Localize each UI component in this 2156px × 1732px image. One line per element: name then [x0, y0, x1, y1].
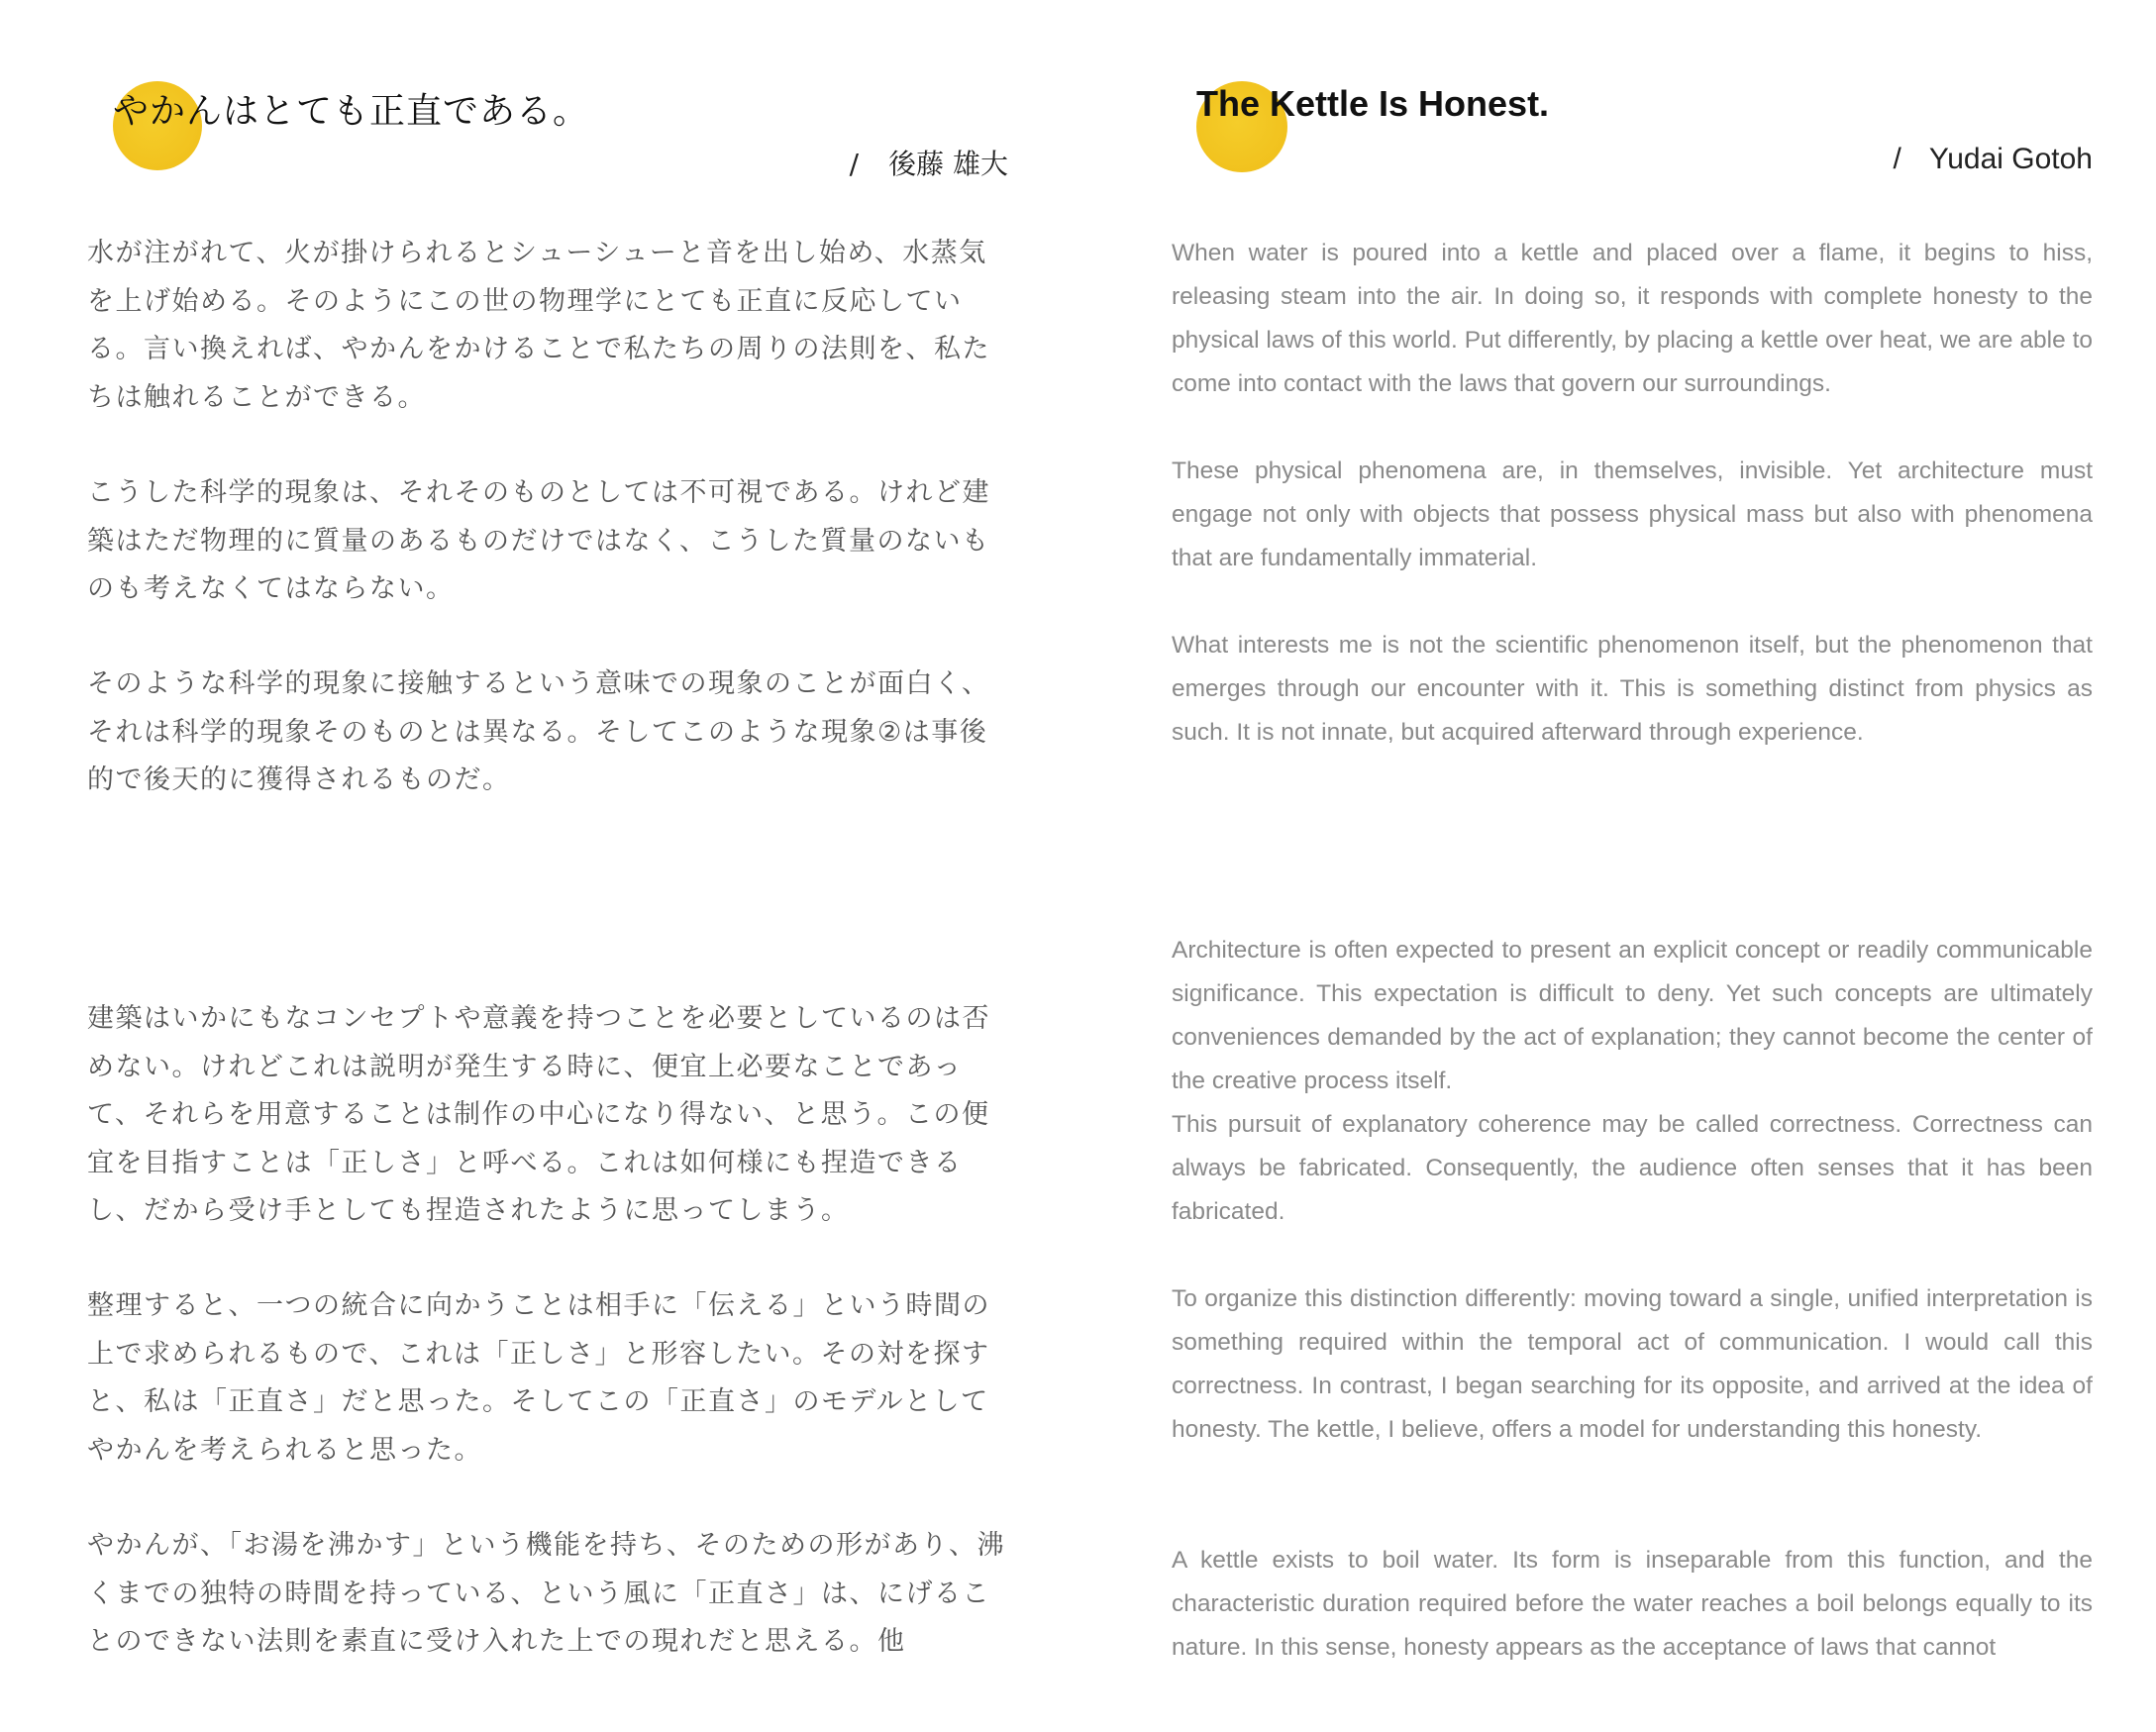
japanese-column — [87, 0, 1008, 1732]
english-column — [1172, 0, 2093, 1732]
english-paragraph: These physical phenomena are, in themselves, invisible. Yet architecture must engage not only with objects that possess physical mass but also with phenomena that are fundamentally immaterial. — [1172, 458, 2093, 571]
english-paragraph: A kettle exists to boil water. Its form is inseparable from this function, and the characteristic duration required before the water reaches a boil belongs equally to its nature. In this sense, honesty appears as the acceptance of laws that cannot — [1172, 1547, 2093, 1661]
english-paragraph: When water is poured into a kettle and placed over a flame, it begins to hiss, releasing steam into the air. In doing so, it responds with complete honesty to the physical laws of this world. Put differently, by placing a kettle over heat, we are able to come into contact with the laws that govern our surroundings. — [1172, 240, 2093, 397]
japanese-header — [87, 79, 1008, 188]
japanese-title: やかんはとても正直である。 — [113, 91, 590, 132]
japanese-paragraph: 水が注がれて、火が掛けられるとシューシューと音を出し始め、水蒸気を上げ始める。そのようにこの世の物理学にとても正直に反応している。言い換えれば、やかんをかけることで私たちの周りの法則を、私たちは触れることができる。 — [87, 238, 990, 413]
english-header — [1172, 79, 2093, 188]
english-paragraph: What interests me is not the scientific phenomenon itself, but the phenomenon that emerges through our encounter with it. This is something distinct from physics as such. It is not innate, but acquired afterward through experience. — [1172, 632, 2093, 746]
author-name: Yudai Gotoh — [1928, 143, 2093, 175]
english-paragraph: To organize this distinction differently: moving toward a single, unified interpretation is something required within the temporal act of communication. I would call this correctness. In contrast, I began searching for its opposite, and arrived at the idea of honesty. The kettle, I believe, offers a model for understanding this honesty. — [1172, 1285, 2093, 1443]
japanese-paragraph: 建築はいかにもなコンセプトや意義を持つことを必要としているのは否めない。けれどこれは説明が発生する時に、便宜上必要なことであって、それらを用意することは制作の中心になり得ない、と思う。この便宜を目指すことは「正しさ」と呼べる。これは如何様にも捏造できるし、だから受け手としても捏造されたように思ってしまう。 — [87, 1003, 990, 1226]
japanese-author — [850, 143, 1008, 182]
english-title: The Kettle Is Honest. — [1196, 83, 1550, 124]
english-author — [1894, 143, 2093, 176]
japanese-paragraph: 整理すると、一つの統合に向かうことは相手に「伝える」という時間の上で求められるもので、これは「正しさ」と形容したい。その対を探すと、私は「正直さ」だと思った。そしてこの「正直さ」のモデルとしてやかんを考えられると思った。 — [87, 1290, 990, 1466]
japanese-paragraph: こうした科学的現象は、それそのものとしては不可視である。けれど建築はただ物理的に質量のあるものだけではなく、こうした質量のないものも考えなくてはならない。 — [87, 477, 990, 604]
author-slash: / — [849, 148, 860, 180]
english-paragraph: Architecture is often expected to present an explicit concept or readily communicable significance. This expectation is difficult to deny. Yet such concepts are ultimately conveniences demanded by the act of explanation; they cannot become the center of the creative process itself. — [1172, 937, 2093, 1094]
english-paragraph: This pursuit of explanatory coherence may be called correctness. Correctness can always be fabricated. Consequently, the audience often senses that it has been fabricated. — [1172, 1111, 2093, 1225]
japanese-paragraph: そのような科学的現象に接触するという意味での現象のことが面白く、それは科学的現象そのものとは異なる。そしてこのような現象②は事後的で後天的に獲得されるものだ。 — [87, 668, 990, 795]
author-name: 後藤 雄大 — [888, 148, 1008, 180]
author-slash: / — [1893, 143, 1901, 175]
japanese-paragraph: やかんが、「お湯を沸かす」という機能を持ち、そのための形があり、沸くまでの独特の時間を持っている、という風に「正直さ」は、にげることのできない法則を素直に受け入れた上での現れだと思える。他 — [87, 1530, 1005, 1657]
